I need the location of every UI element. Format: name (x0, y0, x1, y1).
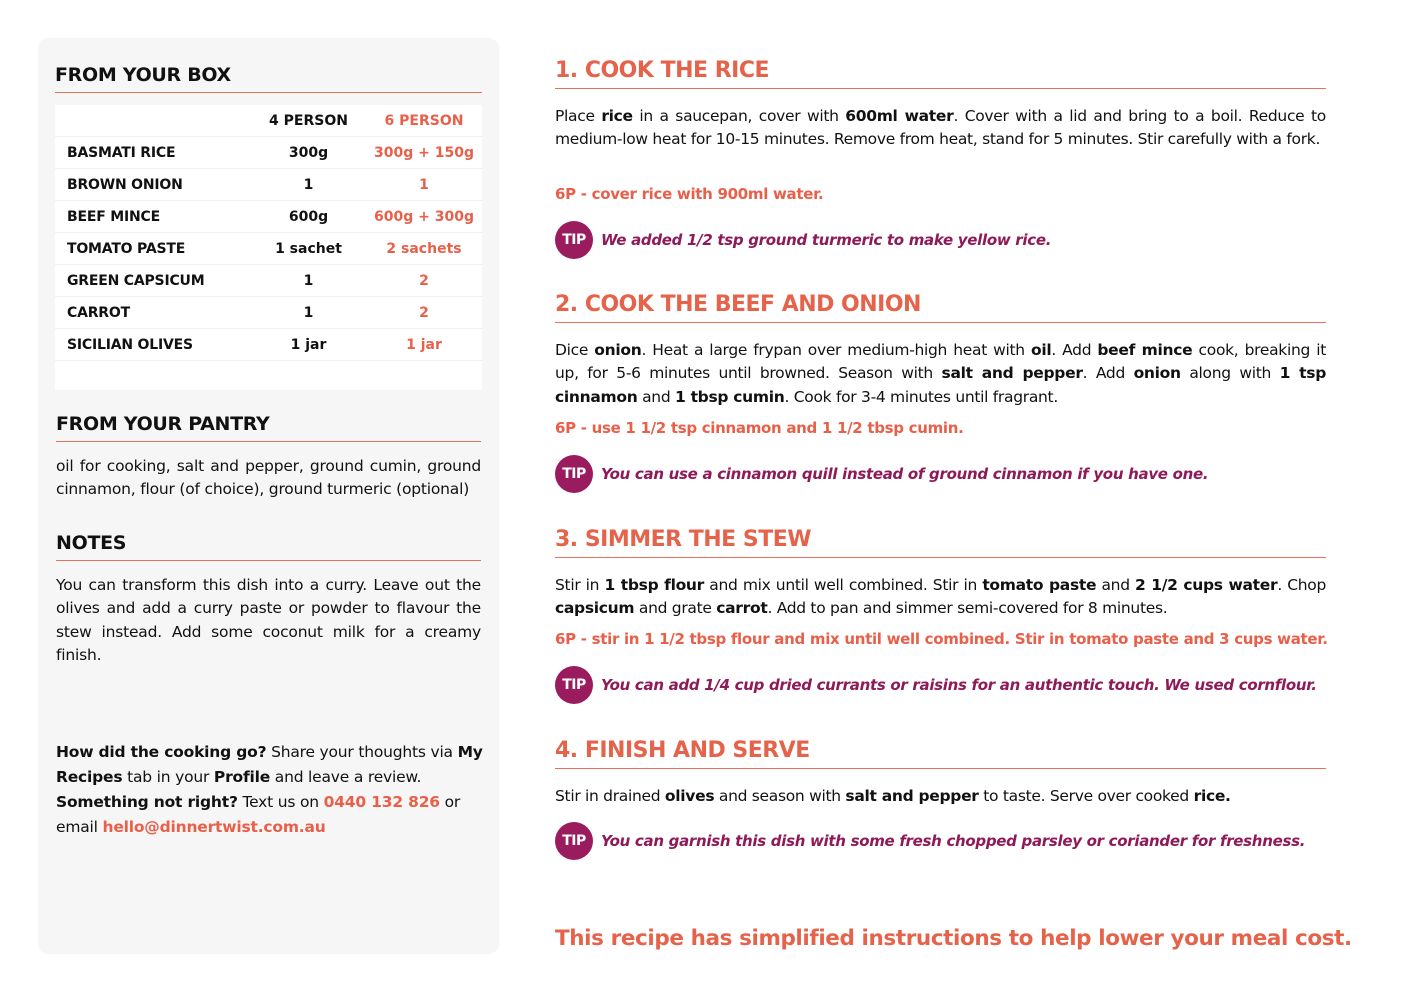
tip-badge-icon: TIP (555, 666, 593, 704)
step-3-6p-note: 6P - stir in 1 1/2 tbsp flour and mix until well combined. Stir in tomato paste and 3 cups water. (555, 630, 1328, 648)
feedback-text: or email (56, 793, 461, 836)
table-row (55, 201, 482, 233)
step-1-heading: 1. COOK THE RICE (555, 58, 1326, 89)
support-question: Something not right? (56, 793, 238, 811)
feedback-text: Share your thoughts via (266, 743, 458, 761)
email-link[interactable]: hello@dinnertwist.com.au (102, 818, 326, 836)
ingredient-name: TOMATO PASTE (67, 240, 186, 257)
qty-6-person: 1 (419, 176, 429, 193)
ingredient-name: SICILIAN OLIVES (67, 336, 193, 353)
qty-4-person: 1 (303, 176, 314, 193)
table-row (55, 137, 482, 169)
step-2-text: Dice onion. Heat a large frypan over medium-high heat with oil. Add beef mince cook, breaking it up, for 5-6 minutes until browned. Season with salt and pepper. Add onion along with 1 tsp cinnamon and 1 tbsp cumin. Cook for 3-4 minutes until fragrant. (555, 341, 1326, 406)
qty-4-person: 1 (303, 272, 314, 289)
my-recipes-label: My Recipes (56, 743, 483, 786)
step-4-tip (555, 823, 1305, 859)
qty-6-person: 1 jar (406, 336, 442, 353)
tip-text: You can use a cinnamon quill instead of ground cinnamon if you have one. (601, 465, 1209, 483)
tip-text: You can add 1/4 cup dried currants or raisins for an authentic touch. We used cornflour. (601, 676, 1317, 694)
ingredients-table (55, 105, 482, 390)
feedback-text: tab in your (122, 768, 214, 786)
step-1-6p-note: 6P - cover rice with 900ml water. (555, 185, 824, 203)
qty-4-person: 300g (288, 144, 329, 161)
table-row (55, 233, 482, 265)
feedback-question: How did the cooking go? (56, 743, 267, 761)
table-row (55, 329, 482, 361)
tip-text: We added 1/2 tsp ground turmeric to make yellow rice. (601, 231, 1052, 249)
qty-4-person: 600g (288, 208, 329, 225)
qty-4-person: 1 (303, 304, 314, 321)
ingredient-name: CARROT (67, 304, 130, 321)
ingredients-panel (38, 38, 499, 954)
profile-label: Profile (213, 768, 271, 786)
qty-4-person: 1 jar (290, 336, 327, 353)
feedback-text: Text us on (237, 793, 324, 811)
tip-badge-icon: TIP (555, 221, 593, 259)
tip-badge-icon: TIP (555, 455, 593, 493)
step-4-text: Stir in drained olives and season with salt and pepper to taste. Serve over cooked rice. (555, 787, 1231, 805)
step-3-text: Stir in 1 tbsp flour and mix until well combined. Stir in tomato paste and 2 1/2 cups water. Chop capsicum and grate carrot. Add to pan and simmer semi-covered for 8 minutes. (555, 576, 1327, 618)
step-2-heading: 2. COOK THE BEEF AND ONION (555, 292, 1326, 323)
tip-badge-icon: TIP (555, 822, 593, 860)
qty-4-person: 1 sachet (275, 240, 342, 257)
tip-text: You can garnish this dish with some fresh chopped parsley or coriander for freshness. (601, 832, 1306, 850)
notes-heading: NOTES (56, 532, 481, 561)
table-row (55, 265, 482, 297)
qty-6-person: 300g + 150g (374, 144, 474, 161)
ingredient-name: GREEN CAPSICUM (67, 272, 205, 289)
qty-6-person: 2 (419, 272, 429, 289)
simplified-instructions-note: This recipe has simplified instructions to help lower your meal cost. (555, 926, 1352, 951)
step-2-tip (555, 456, 1208, 492)
feedback-text: and leave a review. (270, 768, 422, 786)
qty-6-person: 2 (419, 304, 429, 321)
qty-6-person: 600g + 300g (374, 208, 474, 225)
step-3-tip (555, 667, 1317, 703)
step-3-heading: 3. SIMMER THE STEW (555, 527, 1326, 558)
table-header-row (55, 105, 482, 137)
qty-6-person: 2 sachets (386, 240, 462, 257)
step-1-text: Place rice in a saucepan, cover with 600ml water. Cover with a lid and bring to a boil. Reduce to medium-low heat for 10-15 minutes. Remove from heat, stand for 5 minutes. Stir carefully with a fork. (555, 107, 1326, 149)
feedback-block (56, 740, 486, 840)
notes-text: You can transform this dish into a curry. Leave out the olives and add a curry paste or powder to flavour the stew instead. Add some coconut milk for a creamy finish. (56, 576, 481, 664)
header-4-person: 4 PERSON (269, 112, 348, 129)
from-your-pantry-heading: FROM YOUR PANTRY (56, 413, 481, 442)
phone-link[interactable]: 0440 132 826 (323, 793, 440, 811)
pantry-list: oil for cooking, salt and pepper, ground cumin, ground cinnamon, flour (of choice), ground turmeric (optional) (56, 457, 481, 498)
table-row (55, 169, 482, 201)
table-row (55, 297, 482, 329)
step-4-heading: 4. FINISH AND SERVE (555, 738, 1326, 769)
step-2-6p-note: 6P - use 1 1/2 tsp cinnamon and 1 1/2 tbsp cumin. (555, 419, 964, 437)
step-1-tip (555, 222, 1051, 258)
ingredient-name: BASMATI RICE (67, 144, 176, 161)
ingredient-name: BROWN ONION (67, 176, 183, 193)
from-your-box-heading: FROM YOUR BOX (55, 64, 482, 93)
ingredient-name: BEEF MINCE (67, 208, 160, 225)
header-6-person: 6 PERSON (384, 112, 464, 129)
